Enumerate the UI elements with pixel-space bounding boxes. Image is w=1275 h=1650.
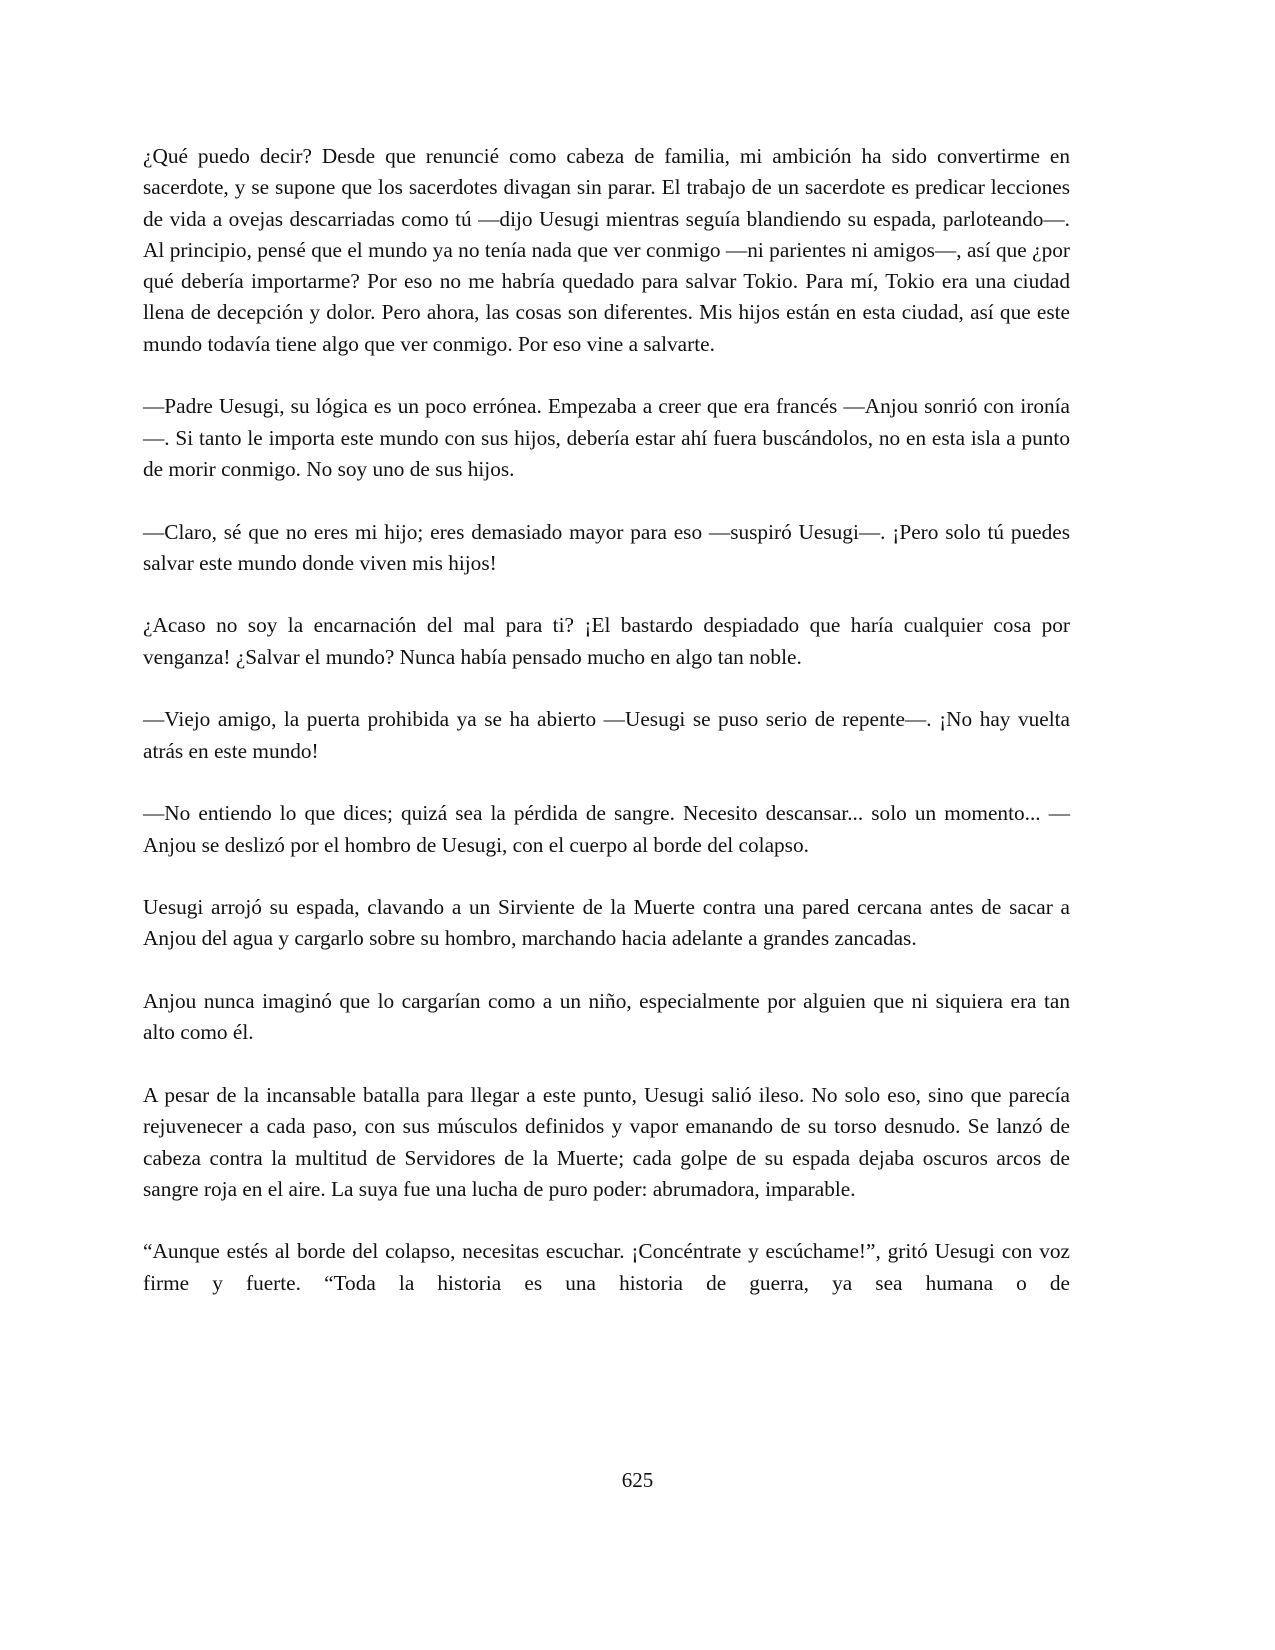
paragraph: ¿Qué puedo decir? Desde que renuncié como cabeza de familia, mi ambición ha sido convertirme en sacerdote, y se supone que los sacerdotes divagan sin parar. El trabajo de un sacerdote es predicar lecciones de vida a ovejas descarriadas como tú —dijo Uesugi mientras seguía blandiendo su espada, parloteando—. Al principio, pensé que el mundo ya no tenía nada que ver conmigo —ni parientes ni amigos—, así que ¿por qué debería importarme? Por eso no me habría quedado para salvar Tokio. Para mí, Tokio era una ciudad llena de decepción y dolor. Pero ahora, las cosas son diferentes. Mis hijos están en esta ciudad, así que este mundo todavía tiene algo que ver conmigo. Por eso vine a salvarte. — [143, 144, 1070, 356]
paragraph: Uesugi arrojó su espada, clavando a un Sirviente de la Muerte contra una pared cercana antes de sacar a Anjou del agua y cargarlo sobre su hombro, marchando hacia adelante a grandes zancadas. — [143, 895, 1070, 951]
page-body — [143, 141, 1070, 1330]
paragraph: —No entiendo lo que dices; quizá sea la pérdida de sangre. Necesito descansar... solo un momento... —Anjou se deslizó por el hombro de Uesugi, con el cuerpo al borde del colapso. — [143, 801, 1070, 857]
paragraph: “Aunque estés al borde del colapso, necesitas escuchar. ¡Concéntrate y escúchame!”, gritó Uesugi con voz firme y fuerte. “Toda la historia es una historia de guerra, ya sea humana o de — [143, 1239, 1070, 1295]
paragraph: —Viejo amigo, la puerta prohibida ya se ha abierto —Uesugi se puso serio de repente—. ¡No hay vuelta atrás en este mundo! — [143, 707, 1070, 763]
paragraph: —Padre Uesugi, su lógica es un poco errónea. Empezaba a creer que era francés —Anjou sonrió con ironía—. Si tanto le importa este mundo con sus hijos, debería estar ahí fuera buscándolos, no en esta isla a punto de morir conmigo. No soy uno de sus hijos. — [143, 394, 1070, 481]
paragraph: ¿Acaso no soy la encarnación del mal para ti? ¡El bastardo despiadado que haría cualquier cosa por venganza! ¿Salvar el mundo? Nunca había pensado mucho en algo tan noble. — [143, 613, 1070, 669]
paragraph: A pesar de la incansable batalla para llegar a este punto, Uesugi salió ileso. No solo eso, sino que parecía rejuvenecer a cada paso, con sus músculos definidos y vapor emanando de su torso desnudo. Se lanzó de cabeza contra la multitud de Servidores de la Muerte; cada golpe de su espada dejaba oscuros arcos de sangre roja en el aire. La suya fue una lucha de puro poder: abrumadora, imparable. — [143, 1082, 1070, 1201]
page-number: 625 — [621, 1468, 654, 1492]
paragraph: —Claro, sé que no eres mi hijo; eres demasiado mayor para eso —suspiró Uesugi—. ¡Pero solo tú puedes salvar este mundo donde viven mis hijos! — [143, 519, 1070, 575]
paragraph: Anjou nunca imaginó que lo cargarían como a un niño, especialmente por alguien que ni siquiera era tan alto como él. — [143, 989, 1070, 1045]
